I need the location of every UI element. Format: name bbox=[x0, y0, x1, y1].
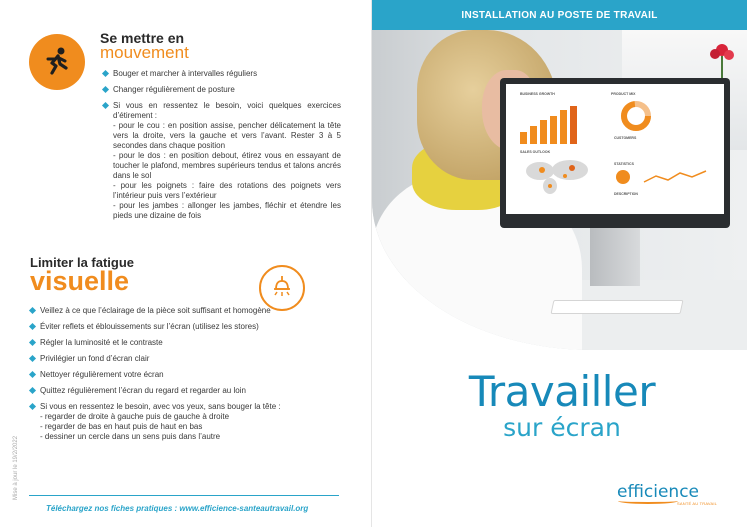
ceiling-lamp-icon bbox=[259, 265, 305, 311]
screen-bar-chart bbox=[520, 104, 590, 144]
right-panel bbox=[372, 0, 747, 527]
left-panel bbox=[0, 0, 372, 527]
logo-swoosh bbox=[618, 498, 678, 504]
running-person-icon bbox=[29, 34, 85, 90]
section2-title: Limiter la fatigue bbox=[30, 255, 135, 270]
list-item: Éviter reflets et éblouissements sur l’écran (utilisez les stores) bbox=[30, 322, 330, 332]
section2-title-highlight: visuelle bbox=[30, 266, 130, 296]
top-banner bbox=[372, 0, 747, 30]
list-item: Nettoyer régulièrement votre écran bbox=[30, 370, 330, 380]
monitor-screen: BUSINESS GROWTH PRODUCT MIX CUSTOMERS SALES OUTLOOK STATISTICS DESCRIPTION bbox=[506, 84, 724, 214]
section2-list bbox=[30, 306, 330, 448]
logo-tagline: SANTÉ AU TRAVAIL bbox=[677, 501, 718, 506]
list-item: Changer régulièrement de posture bbox=[103, 85, 341, 95]
computer-monitor bbox=[500, 78, 730, 228]
bullet-icon bbox=[29, 403, 36, 410]
bullet-icon bbox=[102, 70, 109, 77]
bullet-icon bbox=[29, 355, 36, 362]
screen-world-map bbox=[520, 156, 600, 196]
bullet-icon bbox=[29, 371, 36, 378]
section1-title: Se mettre en bbox=[100, 30, 185, 46]
cover-subtitle: sur écran bbox=[503, 413, 621, 442]
update-note: Mise à jour le 19/2/2022 bbox=[13, 435, 19, 500]
list-item: Privilégier un fond d’écran clair bbox=[30, 354, 330, 364]
efficience-logo: efficience bbox=[617, 482, 700, 502]
list-item: Si vous en ressentez le besoin, voici quelques exercices d’étirement : - pour le cou : en position assise, pencher délicatement la tête vers la droite, vers la gauche et vers l’avant. Rester 3 à 5 secondes dans chaque position - pour le dos : en position debout, étirez vous en essayant de toucher le plafond, membres supérieurs tendus et talons ancrés dans le sol - pour les poignets : faire des rotations des poignets vers l’intérieur puis vers l’extérieur - pour les jambes : allonger les jambes, fléchir et étendre les pieds une dizaine de fois bbox=[103, 101, 341, 221]
bullet-icon bbox=[29, 339, 36, 346]
bullet-icon bbox=[29, 323, 36, 330]
list-item: Quittez régulièrement l’écran du regard et regarder au loin bbox=[30, 386, 330, 396]
bullet-icon bbox=[29, 387, 36, 394]
screen-donut-chart bbox=[619, 99, 653, 133]
screen-line-chart bbox=[614, 168, 714, 186]
section1-title-highlight: mouvement bbox=[100, 43, 189, 62]
flower-icon bbox=[702, 38, 742, 78]
bullet-icon bbox=[102, 102, 109, 109]
list-item: Veillez à ce que l’éclairage de la pièce soit suffisant et homogène bbox=[30, 306, 330, 316]
list-item: Si vous en ressentez le besoin, avec vos yeux, sans bouger la tête : - regarder de droite à gauche puis de gauche à droite - regarder de bas en haut puis de haut en bas - dessiner un cercle dans un sens puis dans l’autre bbox=[30, 402, 330, 442]
footer-link[interactable]: Téléchargez nos fiches pratiques : www.efficience-santeautravail.org bbox=[46, 504, 309, 513]
section1-list bbox=[103, 69, 341, 227]
bullet-icon bbox=[102, 86, 109, 93]
cover-title: Travailler bbox=[468, 367, 656, 416]
bullet-icon bbox=[29, 307, 36, 314]
cover-photo bbox=[372, 30, 747, 350]
keyboard bbox=[551, 300, 684, 314]
footer-divider bbox=[29, 495, 339, 496]
list-item: Bouger et marcher à intervalles réguliers bbox=[103, 69, 341, 79]
list-item: Régler la luminosité et le contraste bbox=[30, 338, 330, 348]
banner-text: INSTALLATION AU POSTE DE TRAVAIL bbox=[461, 9, 658, 21]
